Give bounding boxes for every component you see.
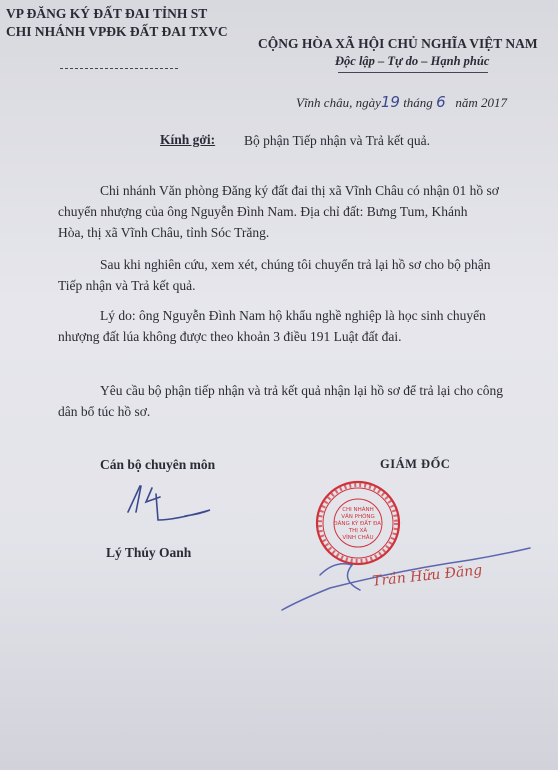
- greeting-recipient: Bộ phận Tiếp nhận và Trả kết quả.: [244, 133, 431, 148]
- left-signer-title: Cán bộ chuyên môn: [100, 457, 216, 472]
- date-day: 19: [380, 93, 400, 111]
- body-line: Tiếp nhận và Trả kết quả.: [58, 278, 196, 293]
- body-paragraph-1: [58, 180, 498, 243]
- body-paragraph-4: [58, 380, 504, 422]
- date-prefix: Vĩnh châu, ngày: [296, 95, 381, 110]
- body-paragraph-3: [58, 305, 498, 347]
- body-line: chuyển nhượng của ông Nguyễn Đình Nam. Địa chỉ đất: Bưng Tum, Khánh: [58, 204, 468, 219]
- republic-title: CỘNG HÒA XÃ HỘI CHỦ NGHĨA VIỆT NAM: [258, 36, 538, 51]
- svg-text:CHI NHÁNH: CHI NHÁNH: [342, 507, 374, 513]
- body-line: nhượng đất lúa không được theo khoản 3 điều 191 Luật đất đai.: [58, 329, 402, 344]
- right-signer-title: GIÁM ĐỐC: [380, 457, 451, 471]
- document-date: [296, 93, 507, 111]
- org-underline: [60, 68, 178, 69]
- body-line: Lý do: ông Nguyễn Đình Nam hộ khẩu nghề nghiệp là học sinh chuyển: [100, 308, 486, 323]
- svg-text:VĂN PHÒNG: VĂN PHÒNG: [341, 514, 375, 520]
- official-seal-stamp: [317, 482, 399, 564]
- svg-text:ĐĂNG KÝ ĐẤT ĐAI: ĐĂNG KÝ ĐẤT ĐAI: [333, 521, 383, 527]
- date-month-word: tháng: [403, 95, 433, 110]
- date-month: 6: [436, 93, 446, 111]
- issuing-org-line2: CHI NHÁNH VPĐK ĐẤT ĐAI TXVC: [6, 24, 228, 39]
- national-motto: Độc lập – Tự do – Hạnh phúc: [335, 54, 490, 68]
- body-line: Hòa, thị xã Vĩnh Châu, tỉnh Sóc Trăng.: [58, 225, 270, 240]
- motto-underline: [338, 72, 488, 73]
- body-line: Yêu cầu bộ phận tiếp nhận và trả kết quả nhận lại hồ sơ để trả lại cho công: [100, 383, 504, 398]
- body-line: Chi nhánh Văn phòng Đăng ký đất đai thị xã Vĩnh Châu có nhận 01 hồ sơ: [100, 183, 499, 198]
- issuing-org-line1: VP ĐĂNG KÝ ĐẤT ĐAI TỈNH ST: [6, 6, 208, 21]
- date-year: năm 2017: [455, 95, 507, 110]
- body-paragraph-2: [58, 254, 498, 296]
- svg-text:VĨNH CHÂU: VĨNH CHÂU: [342, 535, 374, 541]
- body-line: Sau khi nghiên cứu, xem xét, chúng tôi chuyển trả lại hồ sơ cho bộ phận: [100, 257, 491, 272]
- left-signer-name: Lý Thúy Oanh: [106, 545, 192, 560]
- greeting-label: Kính gởi:: [160, 132, 216, 147]
- svg-text:THỊ XÃ: THỊ XÃ: [348, 528, 368, 534]
- left-handwritten-signature: [128, 486, 210, 520]
- body-line: dân bổ túc hồ sơ.: [58, 404, 151, 419]
- right-signer-name: Trần Hữu Đăng: [371, 562, 483, 590]
